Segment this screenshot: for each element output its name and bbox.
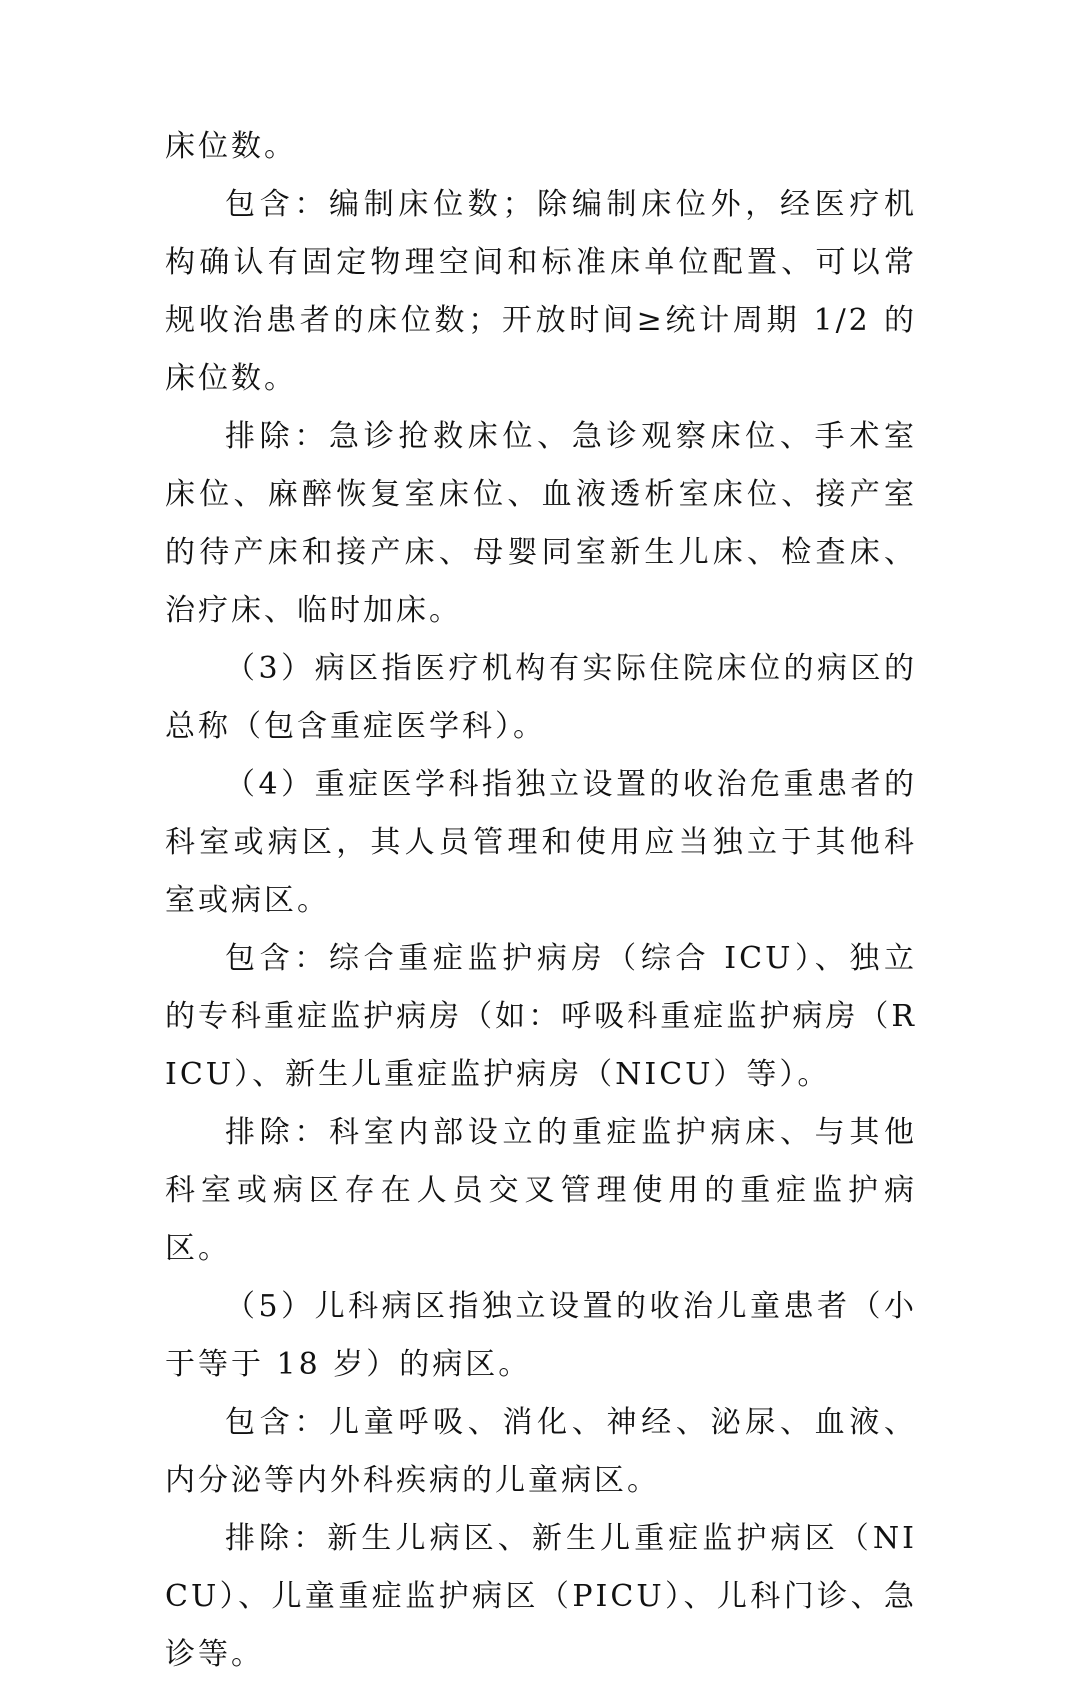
paragraph-item-4: （4）重症医学科指独立设置的收治危重患者的科室或病区，其人员管理和使用应当独立于其他科室或病区。 — [165, 767, 917, 918]
paragraph-exclude-beds: 排除：急诊抢救床位、急诊观察床位、手术室床位、麻醉恢复室床位、血液透析室床位、接产室的待产床和接产床、母婴同室新生儿床、检查床、治疗床、临时加床。 — [165, 419, 917, 628]
paragraph-item-3: （3）病区指医疗机构有实际住院床位的病区的总称（包含重症医学科）。 — [165, 651, 917, 744]
paragraph-item-5: （5）儿科病区指独立设置的收治儿童患者（小于等于 18 岁）的病区。 — [165, 1289, 917, 1382]
paragraph-include-beds: 包含：编制床位数；除编制床位外，经医疗机构确认有固定物理空间和标准床单位配置、可以常规收治患者的床位数；开放时间≥统计周期 1/2 的床位数。 — [165, 187, 917, 396]
paragraph-include-pediatric: 包含：儿童呼吸、消化、神经、泌尿、血液、内分泌等内外科疾病的儿童病区。 — [165, 1405, 917, 1498]
document-body — [165, 118, 917, 1684]
paragraph-exclude-pediatric: 排除：新生儿病区、新生儿重症监护病区（NICU）、儿童重症监护病区（PICU）、儿科门诊、急诊等。 — [165, 1521, 917, 1672]
paragraph-include-icu: 包含：综合重症监护病房（综合 ICU）、独立的专科重症监护病房（如：呼吸科重症监护病房（RICU）、新生儿重症监护病房（NICU）等）。 — [165, 941, 917, 1092]
paragraph-continuation: 床位数。 — [165, 129, 297, 164]
paragraph-exclude-icu: 排除：科室内部设立的重症监护病床、与其他科室或病区存在人员交叉管理使用的重症监护病区。 — [165, 1115, 917, 1266]
